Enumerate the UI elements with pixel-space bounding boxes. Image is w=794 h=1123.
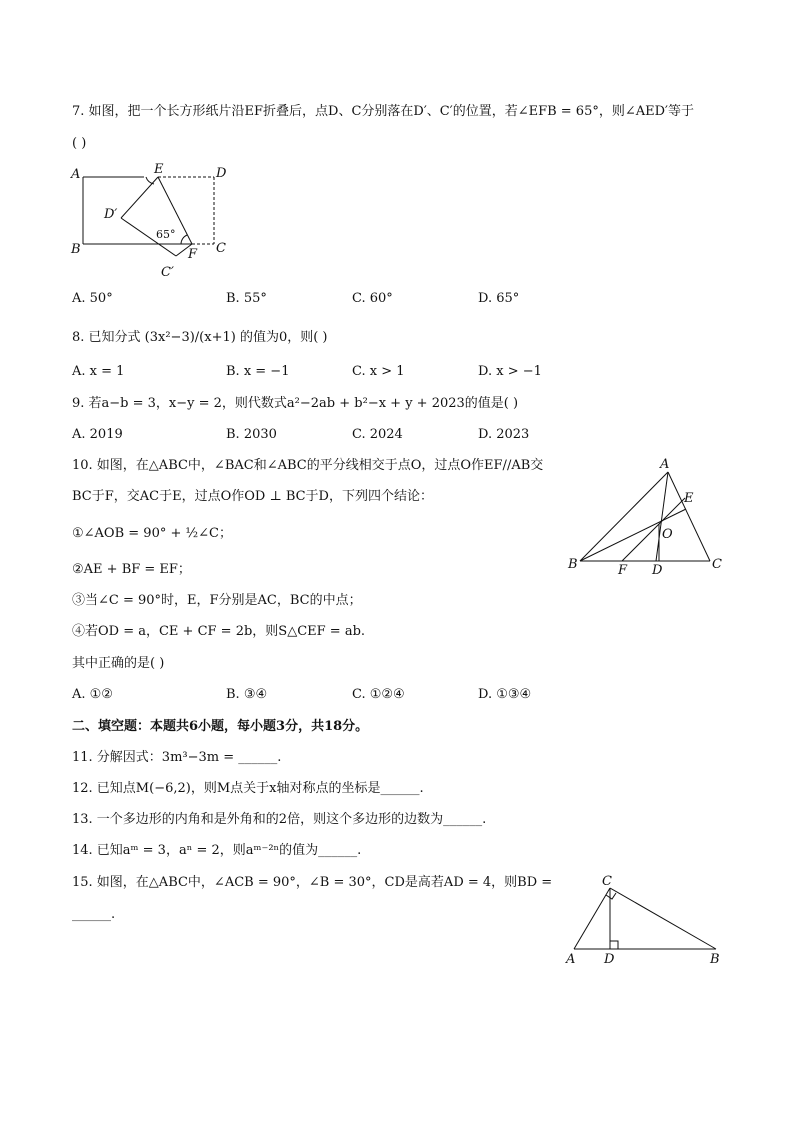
q9-option-d[interactable]: D. 2023 bbox=[478, 427, 530, 442]
q10-label-c: C bbox=[712, 557, 722, 572]
q7-option-c[interactable]: C. 60° bbox=[352, 291, 393, 306]
q15-label-a: A bbox=[566, 952, 576, 967]
q9-option-b[interactable]: B. 2030 bbox=[226, 427, 277, 442]
q10-label-f: F bbox=[618, 563, 628, 577]
q10-label-d: D bbox=[652, 563, 663, 577]
q10-option-b[interactable]: B. ③④ bbox=[226, 687, 268, 702]
q10-label-b: B bbox=[568, 557, 578, 572]
q10-option-c[interactable]: C. ①②④ bbox=[352, 687, 405, 702]
section-heading-fill-blank: 二、填空题：本题共6小题，每小题3分，共18分。 bbox=[72, 719, 369, 734]
q15-label-c: C bbox=[602, 874, 612, 889]
q10-conclusion-2: ②AE + BF = EF； bbox=[72, 562, 191, 577]
q12-stem: 12. 已知点M(−6,2)，则M点关于x轴对称点的坐标是______. bbox=[72, 781, 424, 796]
q7-label-a: A bbox=[71, 167, 81, 182]
q8-option-a[interactable]: A. x = 1 bbox=[72, 364, 125, 379]
q15-figure bbox=[560, 870, 730, 970]
q7-label-d: D bbox=[216, 166, 227, 181]
q15-stem-line2: ______. bbox=[72, 907, 116, 922]
q10-option-a[interactable]: A. ①② bbox=[72, 687, 113, 702]
q8-option-c[interactable]: C. x > 1 bbox=[352, 364, 405, 379]
q10-ask: 其中正确的是( ) bbox=[72, 656, 165, 671]
q7-option-a[interactable]: A. 50° bbox=[72, 291, 113, 306]
q9-stem: 9. 若a−b = 3，x−y = 2，则代数式a²−2ab + b²−x + y + 2023的值是( ) bbox=[72, 396, 519, 411]
q7-label-e: E bbox=[154, 162, 164, 177]
q7-option-b[interactable]: B. 55° bbox=[226, 291, 267, 306]
q10-option-d[interactable]: D. ①③④ bbox=[478, 687, 532, 702]
q14-stem: 14. 已知aᵐ = 3，aⁿ = 2，则aᵐ⁻²ⁿ的值为______. bbox=[72, 843, 362, 858]
q7-angle-label: 65° bbox=[156, 228, 176, 241]
q10-figure bbox=[560, 452, 730, 577]
q7-paren: ( ) bbox=[72, 136, 87, 151]
q13-stem: 13. 一个多边形的内角和是外角和的2倍，则这个多边形的边数为______. bbox=[72, 812, 487, 827]
q10-conclusion-1: ①∠AOB = 90° + ½∠C； bbox=[72, 526, 232, 541]
q10-stem-line2: BC于F，交AC于E，过点O作OD ⊥ BC于D，下列四个结论： bbox=[72, 489, 433, 504]
q7-label-cprime: C′ bbox=[161, 265, 174, 280]
q10-label-a: A bbox=[660, 457, 670, 472]
q15-label-b: B bbox=[710, 952, 720, 967]
q7-label-dprime: D′ bbox=[104, 207, 118, 222]
q11-stem: 11. 分解因式：3m³−3m = ______. bbox=[72, 750, 282, 765]
q10-label-o: O bbox=[662, 527, 673, 542]
q10-conclusion-4: ④若OD = a，CE + CF = 2b，则S△CEF = ab. bbox=[72, 624, 366, 639]
q10-stem-line1: 10. 如图，在△ABC中，∠BAC和∠ABC的平分线相交于点O，过点O作EF//AB交 bbox=[72, 458, 544, 473]
q15-stem-line1: 15. 如图，在△ABC中，∠ACB = 90°，∠B = 30°，CD是高若AD = 4，则BD = bbox=[72, 875, 553, 890]
q10-label-e: E bbox=[684, 491, 694, 506]
q7-label-c: C bbox=[216, 241, 226, 256]
q7-label-b: B bbox=[71, 242, 81, 257]
q7-option-d[interactable]: D. 65° bbox=[478, 291, 520, 306]
q15-label-d: D bbox=[604, 952, 615, 967]
q10-conclusion-3: ③当∠C = 90°时，E，F分别是AC，BC的中点； bbox=[72, 593, 362, 608]
q7-label-f: F bbox=[188, 247, 198, 262]
q9-option-a[interactable]: A. 2019 bbox=[72, 427, 123, 442]
q8-option-b[interactable]: B. x = −1 bbox=[226, 364, 290, 379]
q7-stem: 7. 如图，把一个长方形纸片沿EF折叠后，点D、C分别落在D′、C′的位置，若∠EFB = 65°，则∠AED′等于 bbox=[72, 104, 694, 119]
q8-option-d[interactable]: D. x > −1 bbox=[478, 364, 542, 379]
q9-option-c[interactable]: C. 2024 bbox=[352, 427, 403, 442]
q7-figure bbox=[66, 160, 236, 280]
q8-stem: 8. 已知分式 (3x²−3)/(x+1) 的值为0，则( ) bbox=[72, 330, 328, 345]
